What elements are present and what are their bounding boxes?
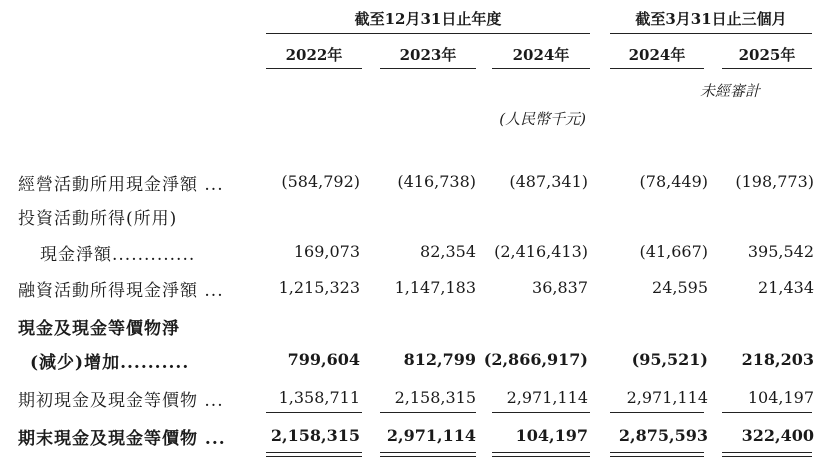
- quarter-group-header: 截至3月31日止三個月: [635, 10, 787, 28]
- row-label-operating-cash: 經營活動所用現金淨額 ...: [18, 175, 224, 195]
- cell-value: (95,521): [631, 350, 708, 369]
- subtotal-rule: [610, 412, 704, 413]
- cell-value: (584,792): [281, 172, 360, 191]
- cell-value: 104,197: [515, 426, 588, 445]
- cell-value: 2,971,114: [386, 426, 476, 445]
- cell-value: (2,416,413): [494, 242, 588, 261]
- total-double-rule: [722, 452, 812, 457]
- subtotal-rule: [722, 412, 812, 413]
- subtotal-rule: [380, 412, 476, 413]
- row-label-opening-cash: 期初現金及現金等價物 ...: [18, 391, 224, 411]
- row-label-investing-cash-line2: 現金淨額.............: [40, 245, 196, 265]
- cell-value: 24,595: [652, 278, 708, 297]
- cell-value: 2,158,315: [394, 388, 476, 407]
- fiscal-year-group-header: 截至12月31日止年度: [354, 10, 502, 28]
- cell-value: 1,215,323: [278, 278, 360, 297]
- cell-value: 1,147,183: [394, 278, 476, 297]
- currency-unit-note: (人民幣千元): [499, 110, 586, 128]
- year-header-2023: 2023年: [399, 46, 457, 64]
- year-rule-2024-fy: [492, 68, 590, 69]
- cell-value: 2,158,315: [270, 426, 360, 445]
- year-header-2025-q: 2025年: [738, 46, 796, 64]
- cell-value: 2,971,114: [626, 388, 708, 407]
- subtotal-rule: [492, 412, 590, 413]
- row-label-net-change-line1: 現金及現金等價物淨: [18, 319, 180, 339]
- cell-value: 322,400: [741, 426, 814, 445]
- unaudited-note: 未經審計: [699, 82, 760, 100]
- year-rule-2022: [266, 68, 362, 69]
- cell-value: 395,542: [747, 242, 814, 261]
- total-double-rule: [266, 452, 362, 457]
- total-double-rule: [610, 452, 704, 457]
- row-label-closing-cash: 期末現金及現金等價物 ...: [18, 429, 226, 449]
- fiscal-year-group-rule: [266, 33, 590, 34]
- row-label-net-change-line2: (減少)增加..........: [30, 353, 190, 373]
- cell-value: (416,738): [397, 172, 476, 191]
- cell-value: 104,197: [747, 388, 814, 407]
- cell-value: (78,449): [639, 172, 708, 191]
- year-rule-2023: [380, 68, 476, 69]
- year-header-2024-q: 2024年: [628, 46, 686, 64]
- cell-value: (487,341): [509, 172, 588, 191]
- quarter-group-rule: [610, 33, 812, 34]
- cell-value: 2,971,114: [506, 388, 588, 407]
- cell-value: 799,604: [287, 350, 360, 369]
- cell-value: 36,837: [532, 278, 588, 297]
- cell-value: 218,203: [741, 350, 814, 369]
- cell-value: 169,073: [293, 242, 360, 261]
- year-rule-2024-q: [610, 68, 704, 69]
- cell-value: (198,773): [735, 172, 814, 191]
- cell-value: (41,667): [639, 242, 708, 261]
- cell-value: (2,866,917): [483, 350, 588, 369]
- cell-value: 21,434: [758, 278, 814, 297]
- subtotal-rule: [266, 412, 362, 413]
- cell-value: 812,799: [403, 350, 476, 369]
- total-double-rule: [492, 452, 590, 457]
- row-label-financing-cash: 融資活動所得現金淨額 ...: [18, 281, 224, 301]
- cell-value: 2,875,593: [618, 426, 708, 445]
- total-double-rule: [380, 452, 476, 457]
- row-label-investing-cash-line1: 投資活動所得(所用): [18, 209, 178, 229]
- year-header-2024-fy: 2024年: [512, 46, 570, 64]
- year-header-2022: 2022年: [285, 46, 343, 64]
- cell-value: 1,358,711: [278, 388, 360, 407]
- cell-value: 82,354: [420, 242, 476, 261]
- year-rule-2025-q: [722, 68, 812, 69]
